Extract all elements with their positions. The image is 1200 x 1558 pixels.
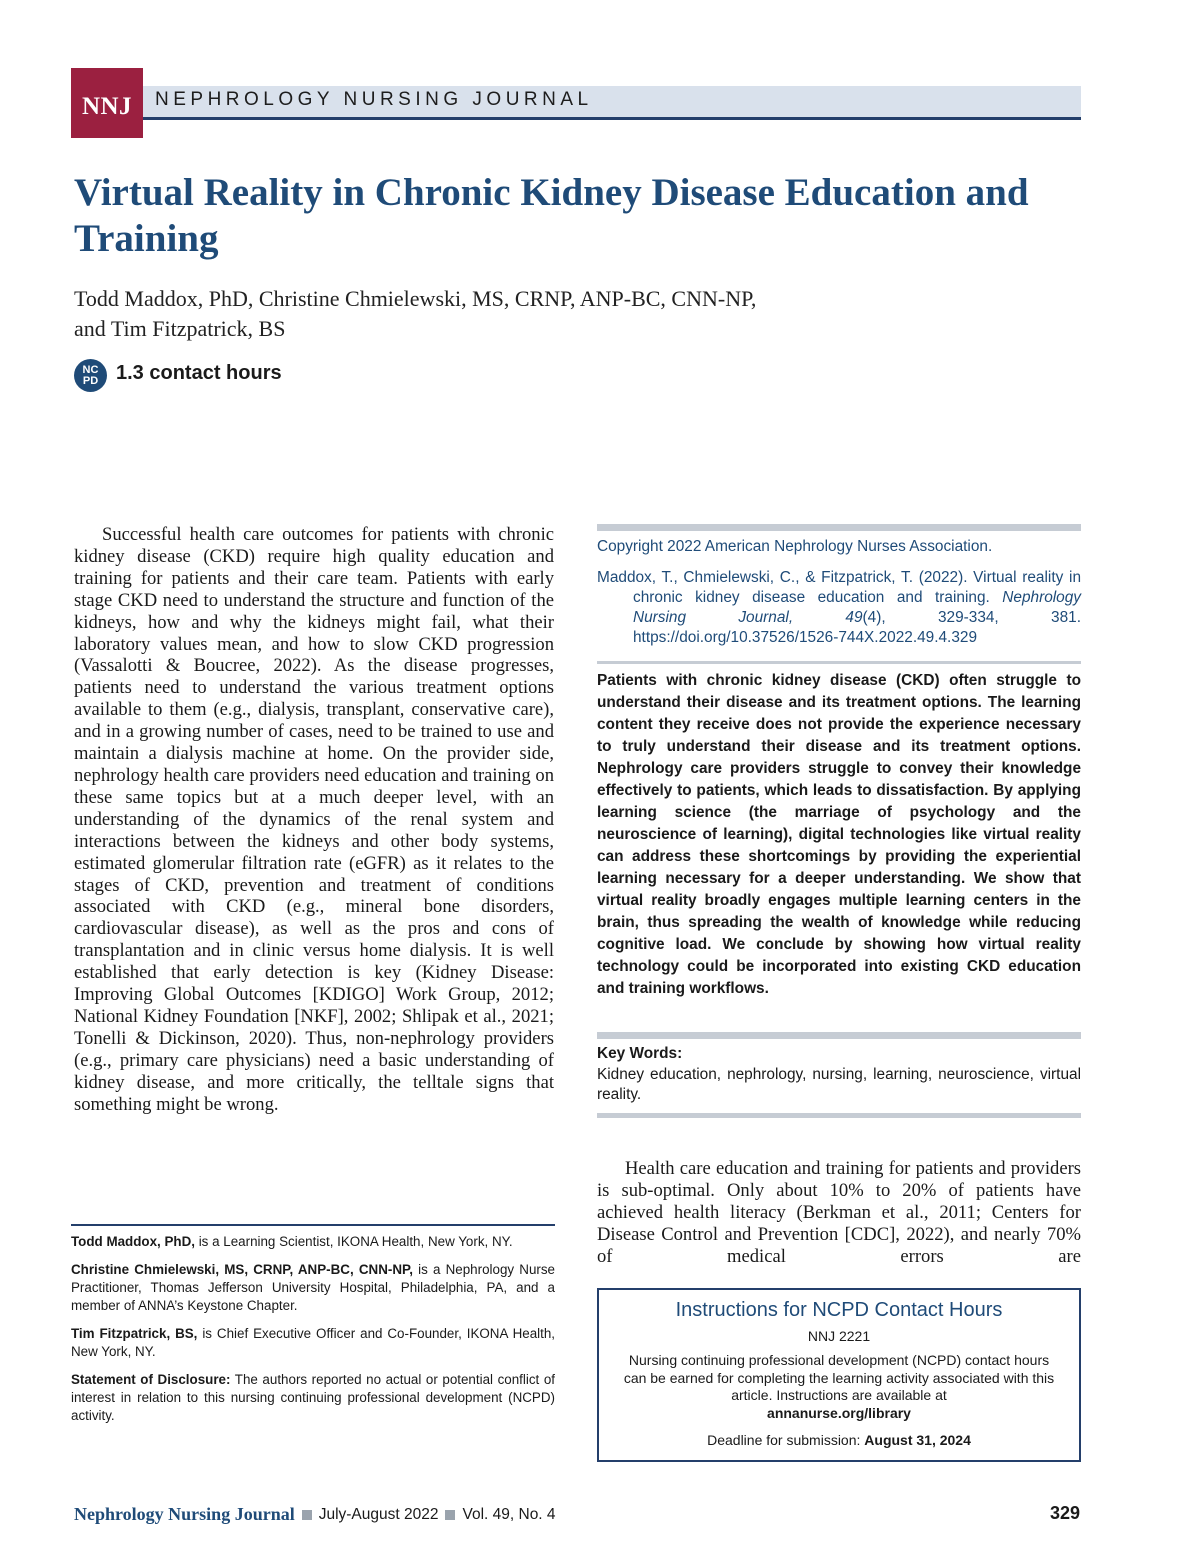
ncpd-box-title: Instructions for NCPD Contact Hours xyxy=(675,1299,1003,1321)
citation-authors: Maddox, T., Chmielewski, C., & Fitzpatrick, T. (2022). Virtual reality in chronic kidney disease education and training. xyxy=(597,569,1081,606)
bio-text: is Chief Executive Officer and Co-Founder, IKONA Health, New York, NY. xyxy=(71,1326,556,1359)
author-bios xyxy=(71,1233,555,1435)
divider-bar xyxy=(597,524,1081,531)
ncpd-badge-icon xyxy=(74,359,107,392)
contact-hours: 1.3 contact hours xyxy=(116,362,282,384)
author-list xyxy=(74,284,974,344)
ncpd-activity-code: NNJ 2221 xyxy=(807,1328,871,1344)
journal-logo: NNJ xyxy=(71,68,143,138)
keywords-label: Key Words: xyxy=(597,1045,683,1062)
deadline-label: Deadline for submission: xyxy=(707,1432,865,1448)
intro-paragraph: Successful health care outcomes for patients with chronic kidney disease (CKD) require high quality education and training for patients and their care team. Patients with early stage CKD need to understand the structure and function of the kidneys, how and why the kidneys might fail, what their laboratory values mean, and how to slow CKD progression (Vassalotti & Boucree, 2022). As the disease progresses, patients need to understand the various treatment options available to them (e.g., dialysis, transplant, conservative care), and in a growing number of cases, need to be trained to use and maintain a dialysis machine at home. On the provider side, nephrology health care providers need education and training on these same topics but at a much deeper level, with an understanding of the dynamics of the renal system and interactions between the kidneys and other body systems, estimated glomerular filtration rate (eGFR) as it relates to the stages of CKD, prevention and treatment of conditions associated with CKD (e.g., mineral bone disorders, cardiovascular disease), as well as the pros and cons of transplantation and in clinic versus home dialysis. It is well established that early detection is key (Kidney Disease: Improving Global Outcomes [KDIGO] Work Group, 2012; National Kidney Foundation [NKF], 2002; Shlipak et al., 2021; Tonelli & Dickinson, 2020). Thus, non-nephrology providers (e.g., primary care physicians) need a basic understanding of kidney disease, and more critically, the telltale signs that something might be wrong. xyxy=(74,524,554,1115)
ncpd-deadline xyxy=(599,1432,1079,1448)
footer-journal-name: Nephrology Nursing Journal xyxy=(74,1504,295,1524)
divider-bar xyxy=(597,1032,1081,1039)
body-paragraph: Health care education and training for patients and providers is sub-optimal. Only about 10% to 20% of patients have achieved health literacy (Berkman et al., 2011; Centers for Disease Control and Prevention [CDC], 2022), and nearly 70% of medical errors are xyxy=(597,1158,1081,1267)
square-bullet-icon xyxy=(445,1510,455,1520)
keywords: Kidney education, nephrology, nursing, learning, neuroscience, virtual reality. xyxy=(597,1066,1081,1103)
ncpd-instructions-box xyxy=(597,1288,1081,1462)
authors-line-2: and Tim Fitzpatrick, BS xyxy=(74,316,286,341)
citation-doi[interactable]: (4), 329-334, 381. https://doi.org/10.37526/1526-744X.2022.49.4.329 xyxy=(633,609,1081,646)
divider-bar xyxy=(597,661,1081,664)
authors-line-1: Todd Maddox, PhD, Christine Chmielewski, MS, CRNP, ANP-BC, CNN-NP, xyxy=(74,286,757,311)
page-number: 329 xyxy=(1049,1503,1080,1523)
ncpd-description: Nursing continuing professional development (NCPD) contact hours can be earned for completing the learning activity associated with this article. Instructions are available at xyxy=(623,1352,1055,1403)
disclosure-label: Statement of Disclosure: xyxy=(71,1372,231,1387)
bio-text: is a Learning Scientist, IKONA Health, New York, NY. xyxy=(194,1234,513,1249)
bio-item xyxy=(71,1261,555,1315)
footer-volume: Vol. 49, No. 4 xyxy=(462,1505,556,1523)
badge-top-text: NC xyxy=(82,363,99,376)
bio-divider xyxy=(71,1224,555,1226)
divider-bar xyxy=(597,1113,1081,1118)
page-footer xyxy=(74,1504,556,1525)
disclosure-statement xyxy=(71,1371,555,1425)
citation-journal: Nephrology Nursing Journal, 49 xyxy=(633,589,1081,626)
bio-text: is a Nephrology Nurse Practitioner, Thomas Jefferson University Hospital, Philadelphia, PA, and a member of ANNA’s Keystone Chapter. xyxy=(71,1262,555,1313)
deadline-date: August 31, 2024 xyxy=(864,1432,971,1448)
bio-name: Tim Fitzpatrick, BS, xyxy=(71,1326,198,1341)
square-bullet-icon xyxy=(302,1510,312,1520)
journal-name: NEPHROLOGY NURSING JOURNAL xyxy=(155,89,593,110)
ncpd-library-link[interactable]: annanurse.org/library xyxy=(767,1404,911,1421)
footer-issue-date: July-August 2022 xyxy=(318,1505,439,1523)
citation xyxy=(597,568,1081,648)
badge-bottom-text: PD xyxy=(82,374,99,387)
bio-item xyxy=(71,1325,555,1361)
bio-name: Christine Chmielewski, MS, CRNP, ANP-BC, CNN-NP, xyxy=(71,1262,413,1277)
bio-name: Todd Maddox, PhD, xyxy=(71,1234,195,1249)
article-title: Virtual Reality in Chronic Kidney Disease Education and Training xyxy=(74,171,1029,260)
copyright-notice: Copyright 2022 American Nephrology Nurses Association. xyxy=(597,538,993,555)
disclosure-text: The authors reported no actual or potential conflict of interest in relation to this nursing continuing professional development (NCPD) activity. xyxy=(71,1372,555,1423)
abstract: Patients with chronic kidney disease (CKD) often struggle to understand their disease and its treatment options. The learning content they receive does not provide the experience necessary to truly understand their disease and its treatment options. Nephrology care providers struggle to convey their knowledge effectively to patients, which leads to dissatisfaction. By applying learning science (the marriage of psychology and the neuroscience of learning), digital technologies like virtual reality can address these shortcomings by providing the experiential learning necessary for a deeper understanding. We show that virtual reality broadly engages multiple learning centers in the brain, thus spreading the wealth of knowledge while reducing cognitive load. We conclude by showing how virtual reality technology could be incorporated into existing CKD education and training workflows. xyxy=(597,672,1081,997)
bio-item xyxy=(71,1233,555,1251)
